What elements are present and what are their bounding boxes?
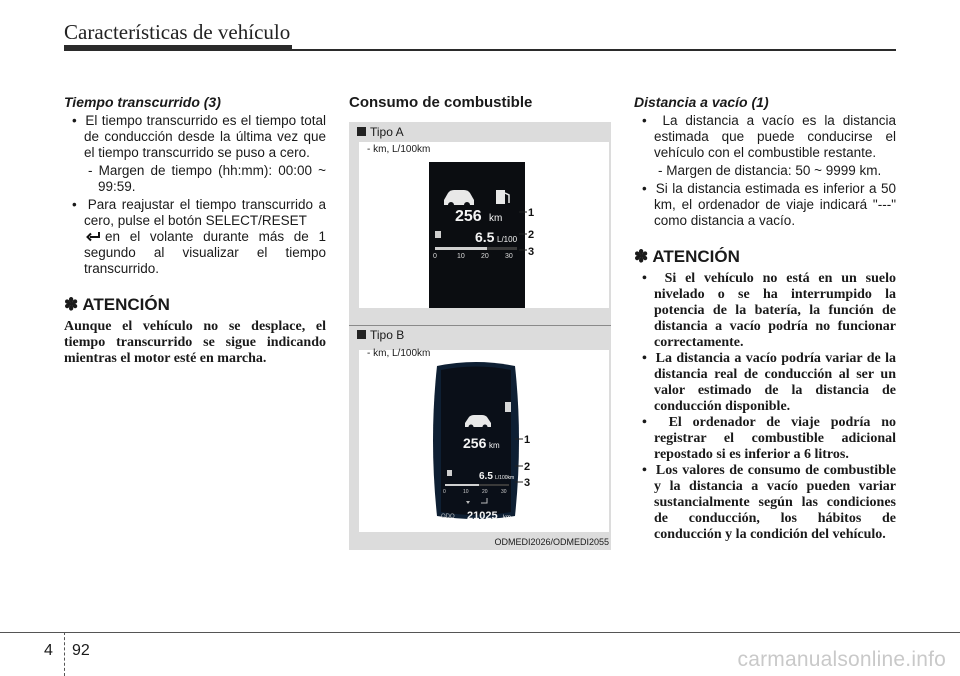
callout-2: 2: [528, 229, 535, 241]
distance-range: - Margen de distancia: 50 ~ 9999 km.: [658, 163, 882, 178]
figure-separator: [349, 325, 611, 326]
scale-tick: 30: [505, 253, 513, 260]
elapsed-time-range: - Margen de tiempo (hh:mm): 00:00 ~ 99:59.: [88, 163, 326, 194]
cluster-b-display: [431, 360, 541, 522]
cluster-b-distance: 256: [463, 435, 487, 451]
footer-rule: [0, 632, 960, 633]
scale-tick: 20: [481, 253, 489, 260]
distance-bullet-1: • La distancia a vacío es la distancia estimada que puede conducirse el vehículo con el combustible restante.: [642, 113, 896, 160]
type-a-units-note: - km, L/100km: [367, 144, 431, 155]
warning-item: • La distancia a vacío podría variar de la distancia real de conducción al ser un valor estimado de la distancia de conducción disponible.: [642, 351, 897, 414]
left-column: [64, 94, 326, 367]
footer-divider: [64, 632, 65, 676]
distance-bullet-2: • Si la distancia estimada es inferior a 50 km, el ordenador de viaje indicará "---" como distancia a vacío.: [642, 181, 896, 228]
right-column: [634, 94, 896, 543]
warning-item: • El ordenador de viaje podría no registrar el combustible adicional repostado si es inferior a 6 litros.: [642, 415, 897, 462]
scale-tick: 10: [463, 489, 469, 495]
cluster-b-consumption-unit: L/100km: [495, 475, 515, 481]
distance-to-empty-heading: Distancia a vacío (1): [634, 94, 769, 110]
scale-tick: 0: [433, 253, 437, 260]
cluster-a-consumption-unit: L/100: [497, 235, 518, 244]
cluster-a-consumption: 6.5: [475, 229, 495, 245]
cluster-a-distance-unit: km: [489, 213, 503, 224]
fuel-small-icon: [435, 231, 441, 238]
chapter-number: 4: [44, 642, 53, 659]
elapsed-time-heading: Tiempo transcurrido (3): [64, 94, 221, 110]
square-bullet-icon: [357, 127, 366, 136]
header-rule: [64, 49, 896, 51]
callout-3: 3: [524, 477, 531, 489]
odo-unit: km: [503, 515, 511, 521]
fuel-small-icon: [447, 470, 452, 476]
odo-label: ODO: [441, 514, 455, 520]
site-watermark: carmanualsonline.info: [737, 648, 946, 671]
cluster-b-consumption: 6.5: [479, 471, 493, 482]
figure-caption: ODMEDI2026/ODMEDI2055: [494, 537, 609, 547]
warning-heading-right: ✽ ATENCIÓN: [634, 247, 740, 266]
cluster-figure: [349, 122, 611, 550]
odo-value: 21025: [467, 510, 498, 522]
cluster-a-display: [429, 162, 539, 308]
fuel-consumption-heading: Consumo de combustible: [349, 94, 533, 111]
cluster-b-distance-unit: km: [489, 441, 500, 450]
page-header-title: Características de vehículo: [64, 20, 291, 44]
warning-item: • Si el vehículo no está en un suelo nivelado o se ha interrumpido la potencia de la batería, la función de distancia a vacío podría no funcionar correctamente.: [642, 271, 896, 350]
page-number: 92: [72, 642, 90, 659]
callout-3: 3: [528, 246, 535, 258]
square-bullet-icon: [357, 330, 366, 339]
callout-1: 1: [524, 434, 531, 446]
fuel-pump-icon: [505, 402, 511, 412]
scale-tick: 10: [457, 253, 465, 260]
elapsed-time-bullet-1: • El tiempo transcurrido es el tiempo total de conducción desde la última vez que el tiempo transcurrido se puso a cero.: [72, 113, 327, 160]
scale-tick: 30: [501, 489, 507, 495]
scale-tick: 20: [482, 489, 488, 495]
warning-text-left: Aunque el vehículo no se desplace, el tiempo transcurrido se sigue indicando mientras el motor esté en marcha.: [64, 319, 326, 366]
cluster-b-consumption-bar: [445, 484, 479, 486]
cluster-a-distance: 256: [455, 208, 482, 225]
warning-heading-left: ✽ ATENCIÓN: [64, 295, 170, 314]
callout-1: 1: [528, 207, 535, 219]
type-b-label: Tipo B: [357, 328, 404, 342]
type-b-units-note: - km, L/100km: [367, 348, 431, 359]
cluster-a-consumption-bar: [435, 247, 487, 250]
enter-return-icon: [86, 231, 102, 243]
callout-2: 2: [524, 461, 531, 473]
warning-item: • Los valores de consumo de combustible y la distancia a vacío pueden variar sustancialmente según las condiciones de conducción, los hábitos de conducción y la condición del vehículo.: [642, 463, 896, 542]
scale-tick: 0: [443, 489, 446, 495]
elapsed-time-bullet-2: • Para reajustar el tiempo transcurrido a cero, pulse el botón SELECT/RESET en el volante durante más de 1 segundo al visualizar el tiempo transcurrido.: [72, 197, 326, 276]
type-a-label: Tipo A: [357, 125, 404, 139]
